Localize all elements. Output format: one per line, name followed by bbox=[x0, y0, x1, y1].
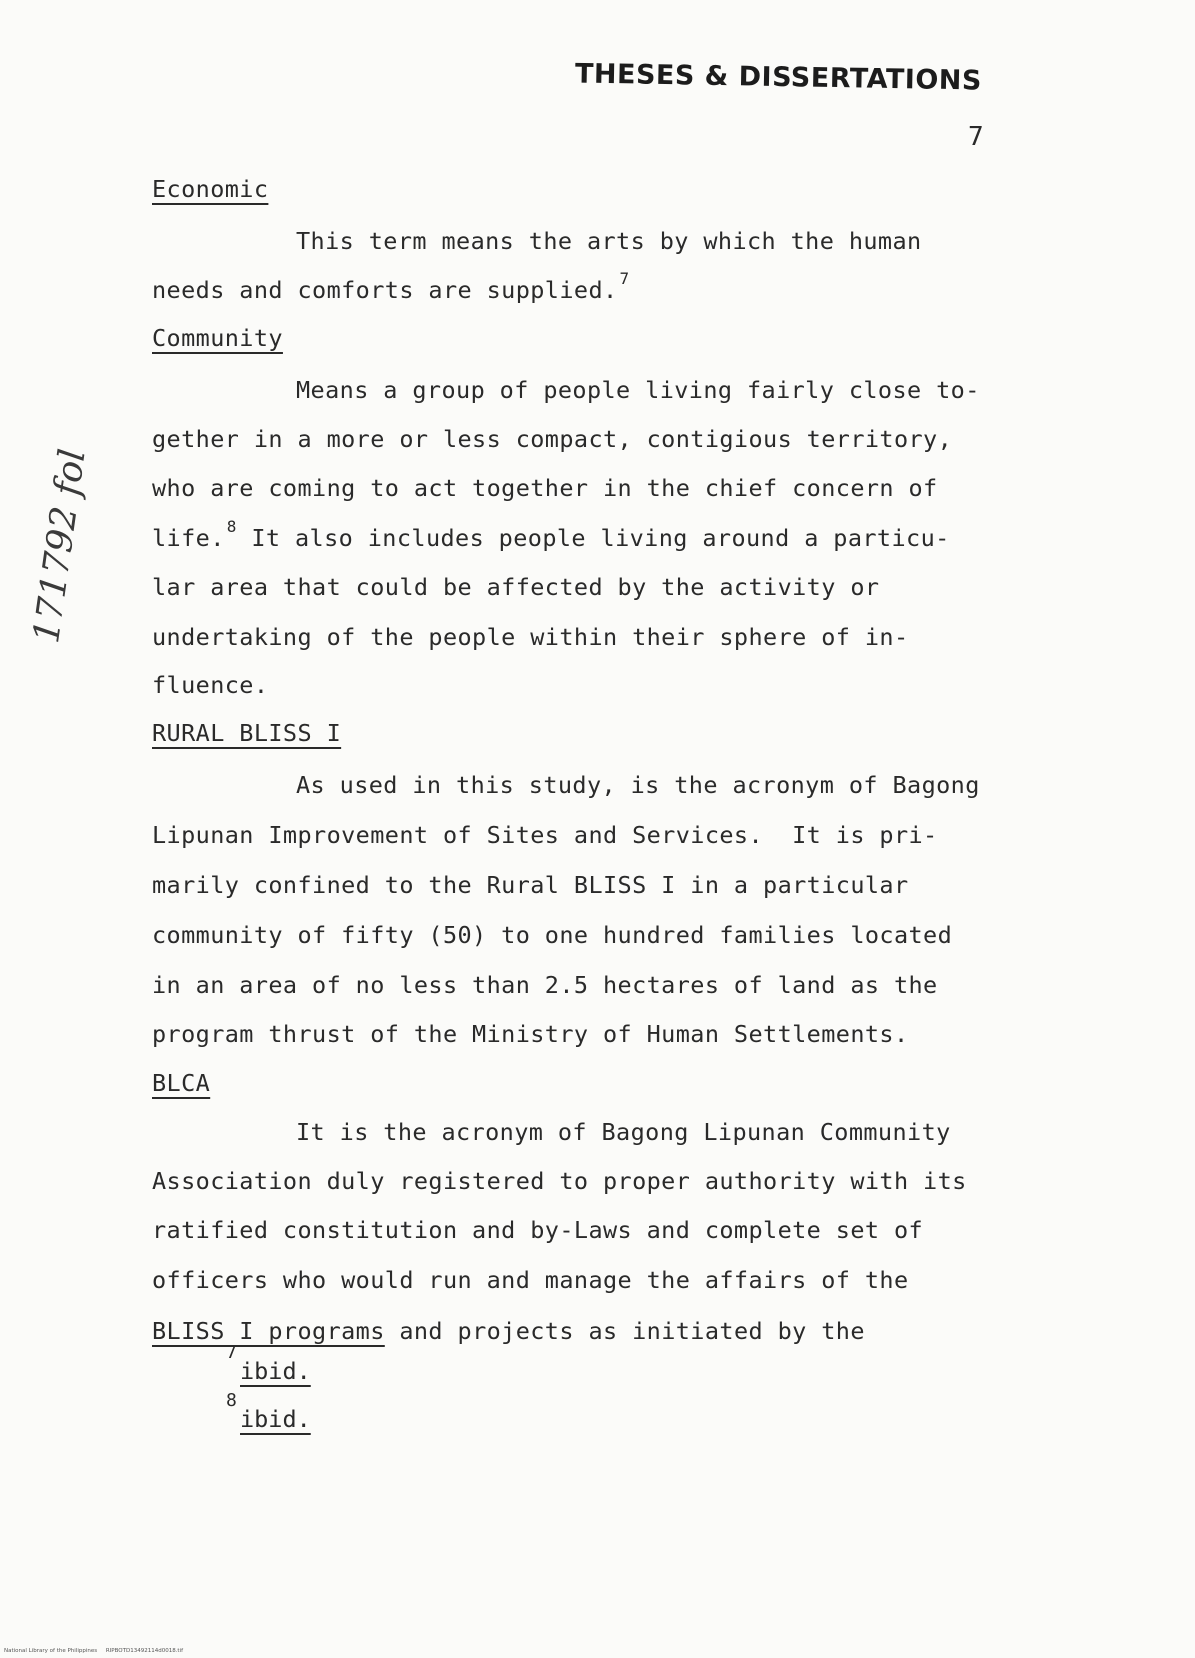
paragraph-line: fluence. bbox=[152, 671, 269, 699]
heading-rural-bliss: RURAL BLISS I bbox=[152, 719, 342, 747]
bliss-programs-underlined: BLISS I programs bbox=[152, 1317, 385, 1345]
paragraph-line: who are coming to act together in the chief concern of bbox=[152, 474, 938, 502]
paragraph-line: Association duly registered to proper authority with its bbox=[152, 1167, 967, 1195]
heading-community: Community bbox=[152, 324, 283, 352]
paragraph-line: marily confined to the Rural BLISS I in a particular bbox=[152, 871, 909, 899]
paragraph-line: community of fifty (50) to one hundred families located bbox=[152, 921, 953, 949]
paragraph-line: ratified constitution and by-Laws and complete set of bbox=[152, 1216, 924, 1244]
paragraph-line: life. $^8$ It also includes people living around a particu- bbox=[152, 517, 950, 552]
heading-blca: BLCA bbox=[152, 1069, 211, 1097]
paragraph-line: program thrust of the Ministry of Human Settlements. bbox=[152, 1020, 909, 1048]
heading-economic: Economic bbox=[152, 175, 269, 203]
paragraph-line: gether in a more or less compact, contigious territory, bbox=[152, 425, 953, 453]
archive-footer: National Library of the Philippines RIPBOTD13492114d0018.tif bbox=[4, 1648, 184, 1654]
paragraph-line: officers who would run and manage the affairs of the bbox=[152, 1266, 909, 1294]
paragraph-line: in an area of no less than 2.5 hectares of land as the bbox=[152, 971, 938, 999]
handwritten-note: 171792 fol bbox=[26, 446, 94, 646]
paragraph-line: lar area that could be affected by the activity or bbox=[152, 573, 880, 601]
paragraph-line: undertaking of the people within their sphere of in- bbox=[152, 623, 909, 651]
footnote-text: ibid. bbox=[240, 1357, 311, 1385]
paragraph-line: As used in this study, is the acronym of Bagong bbox=[296, 771, 980, 799]
paragraph-line: This term means the arts by which the human bbox=[296, 227, 922, 255]
footnote-text: ibid. bbox=[240, 1405, 311, 1433]
paragraph-line: Lipunan Improvement of Sites and Services. It is pri- bbox=[152, 821, 938, 849]
page-number: 7 bbox=[968, 122, 984, 152]
footnote-ref-8[interactable]: 8 bbox=[226, 517, 237, 536]
paragraph-line: Means a group of people living fairly close to- bbox=[296, 376, 980, 404]
footnote-number: 8 bbox=[226, 1390, 237, 1411]
paragraph-line: BLISS I programs and projects as initiated by the bbox=[152, 1317, 865, 1345]
theses-dissertations-stamp: THESES & DISSERTATIONS bbox=[574, 58, 983, 97]
paragraph-line: needs and comforts are supplied. $^7$ bbox=[152, 269, 630, 304]
paragraph-line: It is the acronym of Bagong Lipunan Community bbox=[296, 1118, 951, 1146]
footnote-ref-7[interactable]: 7 bbox=[619, 269, 630, 288]
footnote-number: 7 bbox=[226, 1342, 237, 1363]
